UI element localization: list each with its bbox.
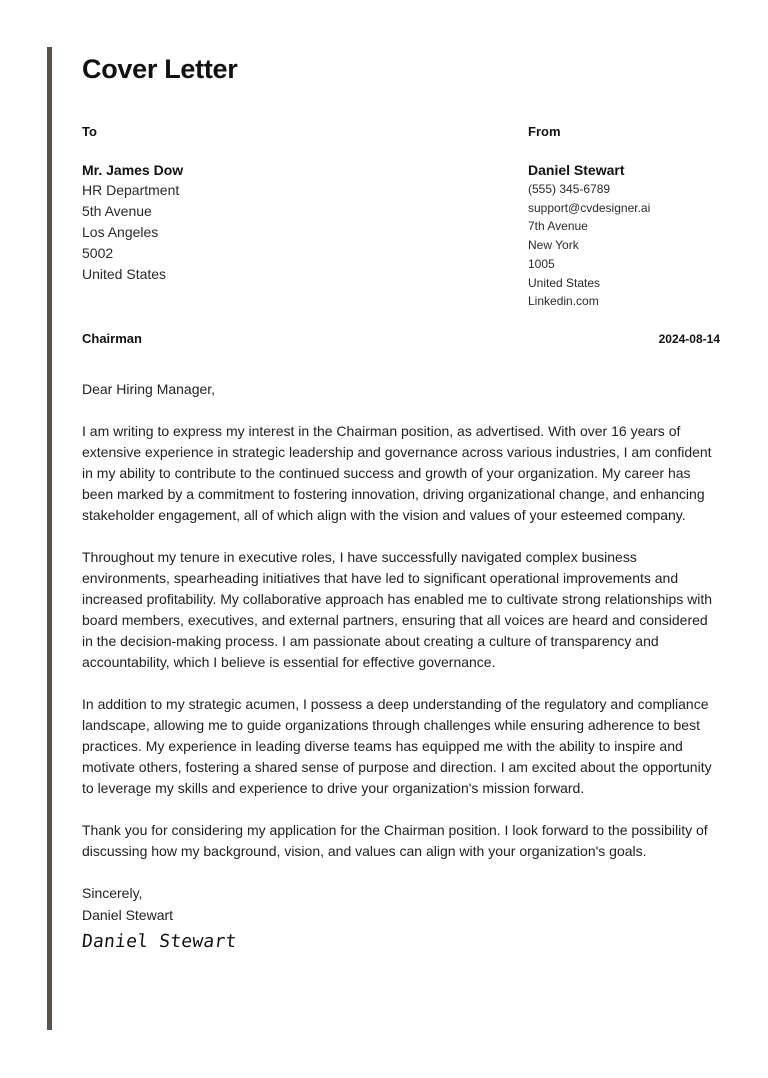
sender-city: New York bbox=[528, 238, 579, 253]
sender-phone: (555) 345-6789 bbox=[528, 182, 611, 196]
signature: Daniel Stewart bbox=[80, 931, 238, 952]
recipient-block bbox=[82, 124, 442, 285]
recipient-name: Mr. James Dow bbox=[82, 162, 184, 178]
sender-block bbox=[528, 124, 728, 311]
closing: Sincerely, bbox=[82, 885, 143, 901]
sender-country: United States bbox=[528, 275, 601, 290]
recipient-postal-code: 5002 bbox=[82, 245, 114, 261]
letter-date: 2024-08-14 bbox=[658, 332, 720, 346]
sender-name: Daniel Stewart bbox=[528, 162, 625, 178]
recipient-heading: To bbox=[82, 124, 97, 139]
sender-street: 7th Avenue bbox=[528, 219, 588, 234]
position-title: Chairman bbox=[82, 331, 142, 346]
accent-bar bbox=[47, 47, 52, 1030]
letter-body bbox=[82, 379, 722, 926]
sender-postal-code: 1005 bbox=[528, 256, 555, 271]
sender-linkedin: Linkedin.com bbox=[528, 294, 599, 309]
recipient-street: 5th Avenue bbox=[82, 203, 152, 219]
sender-heading: From bbox=[528, 124, 561, 139]
recipient-department: HR Department bbox=[82, 182, 180, 198]
salutation: Dear Hiring Manager, bbox=[82, 381, 216, 397]
recipient-country: United States bbox=[82, 266, 167, 282]
closing-name: Daniel Stewart bbox=[82, 906, 174, 923]
sender-email: support@cvdesigner.ai bbox=[528, 200, 651, 215]
body-paragraph-4: Thank you for considering my application for the Chairman position. I look forward to the possibility of discussing how my background, vision, and values can align with your organization's goals. bbox=[82, 822, 708, 859]
body-paragraph-2: Throughout my tenure in executive roles, I have successfully navigated complex business environments, spearheading initiatives that have led to significant operational improvements and increased profitability. My collaborative approach has enabled me to cultivate strong relationships with board members, executives, and external partners, ensuring that all voices are heard and considered in the decision-making process. I am passionate about creating a culture of transparency and accountability, which I believe is essential for effective governance. bbox=[82, 549, 713, 670]
body-paragraph-3: In addition to my strategic acumen, I possess a deep understanding of the regulatory and compliance landscape, allowing me to guide organizations through challenges while ensuring adherence to best practices. My experience in leading diverse teams has equipped me with the ability to inspire and motivate others, fostering a shared sense of purpose and direction. I am excited about the opportunity to leverage my skills and experience to drive your organization's mission forward. bbox=[82, 696, 712, 796]
page-title: Cover Letter bbox=[82, 54, 238, 84]
recipient-city: Los Angeles bbox=[82, 224, 159, 240]
body-paragraph-1: I am writing to express my interest in the Chairman position, as advertised. With over 16 years of extensive experience in strategic leadership and governance across various industries, I am confident in my ability to contribute to the continued success and growth of your organization. My career has been marked by a commitment to fostering innovation, driving organizational change, and enhancing stakeholder engagement, all of which align with the vision and values of your esteemed company. bbox=[82, 423, 712, 523]
